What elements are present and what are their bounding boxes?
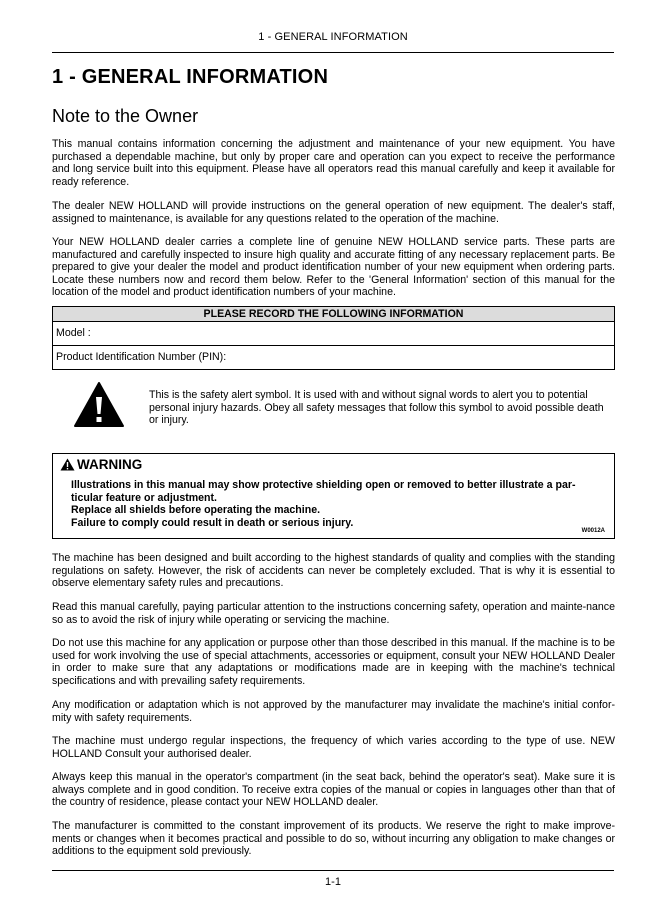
warning-box (52, 453, 615, 539)
chapter-title: 1 - GENERAL INFORMATION (52, 66, 329, 88)
paragraph-improvement: The manufacturer is committed to the constant improvement of its products. We reserve the right to make improve-ments or changes when it becomes practical and possible to do so, without incurring any obligation to make changes or additions to the equipment sold previously. (52, 820, 615, 857)
paragraph-read-manual: Read this manual carefully, paying particular attention to the instructions concerning safety, operation and mainte-nance so as to avoid the risk of injury while operating or servicing the machine. (52, 601, 615, 626)
record-row-pin: Product Identification Number (PIN): (53, 346, 614, 370)
paragraph-parts: Your NEW HOLLAND dealer carries a complete line of genuine NEW HOLLAND service parts. These parts are manufactured and carefully inspected to insure high quality and accurate fitting of any necessary replacement parts. Be prepared to give your dealer the model and product identification number of your new equipment when ordering parts. Locate these numbers now and record them below. Refer to the 'General Information' section of this manual for the location of the model and product identification numbers of your machine. (52, 236, 615, 298)
warning-line-3: Failure to comply could result in death or serious injury. (71, 516, 354, 529)
safety-alert-text: This is the safety alert symbol. It is used with and without signal words to alert you to potential personal injury hazards. Obey all safety messages that follow this symbol to avoid possible death or injury. (149, 389, 604, 426)
header-rule (52, 52, 614, 53)
running-header: 1 - GENERAL INFORMATION (258, 31, 408, 43)
record-row-model: Model : (53, 322, 614, 346)
warning-code: W0012A (581, 528, 605, 534)
paragraph-usage: Do not use this machine for any application or purpose other than those described in this manual. If the machine is to be used for work involving the use of special attachments, accessories or equipment, consult your NEW HOLLAND Dealer in order to make sure that any adaptations or modifications made are in keeping with the machine's technical specifications and with prevailing safety requirements. (52, 637, 615, 687)
paragraph-keep-manual: Always keep this manual in the operator's compartment (in the seat back, behind the operator's seat). Make sure it is always complete and in good condition. To receive extra copies of the manual or copies in languages other than that of the country of residence, please contact your NEW HOLLAND dealer. (52, 771, 615, 808)
warning-body (71, 479, 603, 529)
warning-line-1: Illustrations in this manual may show protective shielding open or removed to better illustrate a par-ticular feature or adjustment. (71, 479, 576, 504)
paragraph-intro: This manual contains information concerning the adjustment and maintenance of your new equipment. You have purchased a dependable machine, but only by proper care and operation can you expect to receive the performance and long service built into this equipment. Please have all operators read this manual carefully and keep it available for ready reference. (52, 138, 615, 188)
paragraph-dealer: The dealer NEW HOLLAND will provide instructions on the general operation of new equipment. The dealer's staff, assigned to maintenance, is available for any questions related to the operation of the machine. (52, 200, 615, 225)
paragraph-inspections: The machine must undergo regular inspections, the frequency of which varies according to the type of use. NEW HOLLAND Consult your authorised dealer. (52, 735, 615, 760)
safety-alert-triangle-icon (73, 381, 125, 428)
footer-rule (52, 870, 614, 871)
warning-line-2: Replace all shields before operating the machine. (71, 504, 321, 516)
paragraph-modification: Any modification or adaptation which is not approved by the manufacturer may invalidate the machine's initial confor-mity with safety requirements. (52, 699, 615, 724)
warning-title-text: WARNING (77, 457, 143, 472)
page-number: 1-1 (325, 876, 341, 888)
warning-title (60, 457, 142, 472)
paragraph-standards: The machine has been designed and built according to the highest standards of quality and complies with the standing regulations on safety. However, the risk of accidents can never be completely excluded. That is why it is essential to observe elementary safety rules and precautions. (52, 552, 615, 589)
record-table (52, 306, 615, 370)
warning-triangle-icon (60, 458, 75, 471)
record-table-heading: PLEASE RECORD THE FOLLOWING INFORMATION (53, 307, 614, 322)
section-title: Note to the Owner (52, 106, 199, 126)
